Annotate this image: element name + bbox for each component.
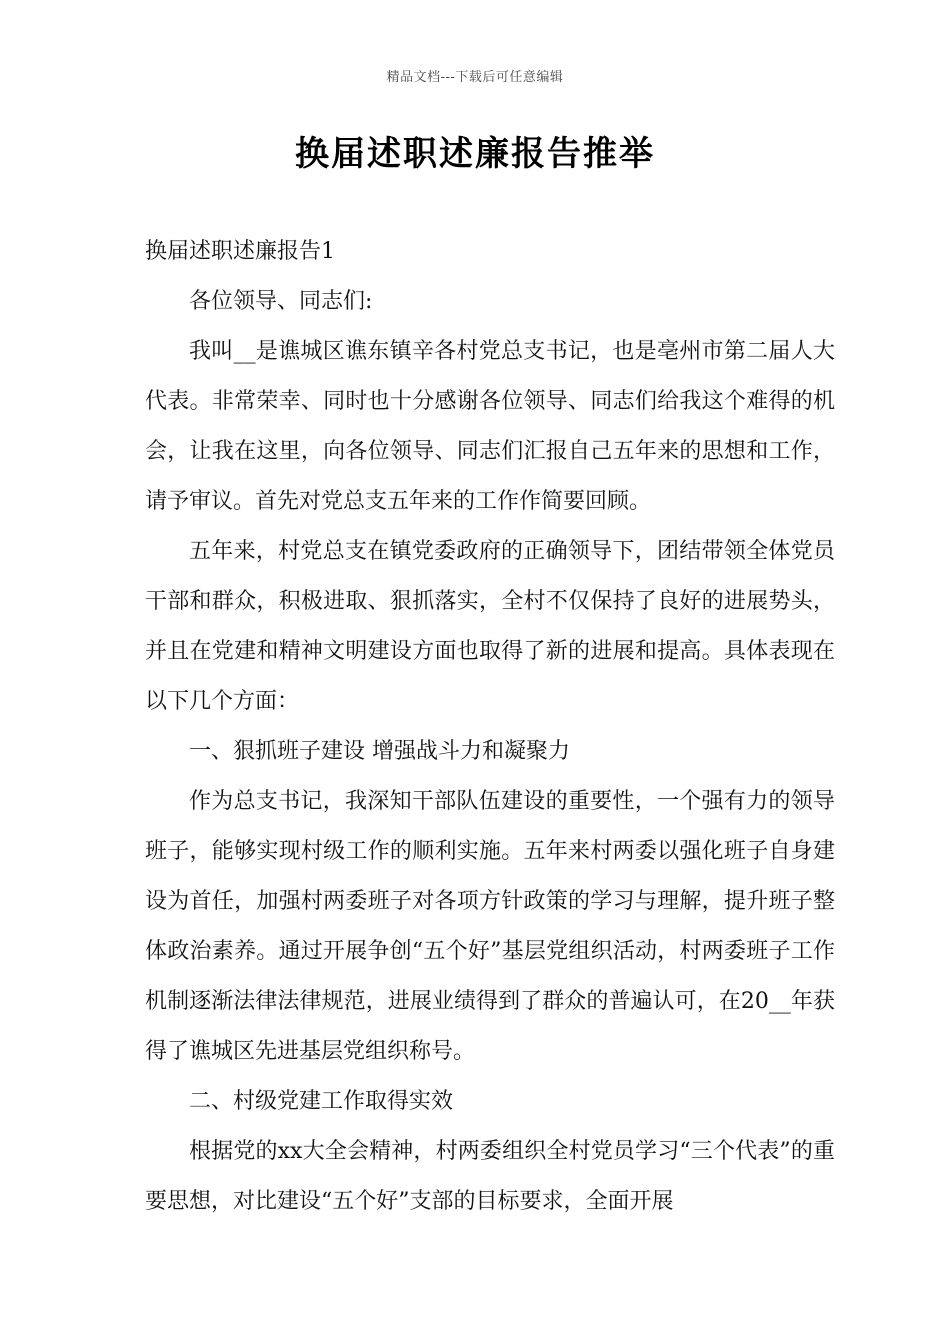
subheading: 二、村级党建工作取得实效 (189, 1089, 454, 1114)
paragraph: 作为总支书记，我深知干部队伍建设的重要性，一个强有力的领导班子，能够实现村级工作的顺利实施。五年来村两委以强化班子自身建设为首任，加强村两委班子对各项方针政策的学习与理解，提升班子整体政治素养。通过开展争创“五个好”基层党组织活动，村两委班子工作机制逐渐法律法律规范，进展业绩得到了群众的普遍认可，在20__年获得了谯城区先进基层党组织称号。 (145, 789, 835, 1064)
document-title: 换届述职述廉报告推举 (295, 134, 655, 174)
paragraph: 五年来，村党总支在镇党委政府的正确领导下，团结带领全体党员干部和群众，积极进取、狠抓落实，全村不仅保持了良好的进展势头，并且在党建和精神文明建设方面也取得了新的进展和提高。具体表现在以下几个方面： (145, 539, 835, 714)
header-note: 精品文档---下载后可任意编辑 (386, 70, 564, 85)
paragraph: 根据党的xx大全会精神，村两委组织全村党员学习“三个代表”的重要思想，对比建设“五个好”支部的目标要求，全面开展 (145, 1139, 835, 1214)
document-body (145, 227, 835, 1227)
salutation: 各位领导、同志们: (189, 289, 373, 314)
section-heading: 换届述职述廉报告1 (145, 239, 335, 264)
subheading: 一、狠抓班子建设 增强战斗力和凝聚力 (189, 739, 570, 764)
paragraph: 我叫__是谯城区谯东镇辛各村党总支书记，也是亳州市第二届人大代表。非常荣幸、同时也十分感谢各位领导、同志们给我这个难得的机会，让我在这里，向各位领导、同志们汇报自己五年来的思想和工作，请予审议。首先对党总支五年来的工作作简要回顾。 (145, 339, 835, 514)
